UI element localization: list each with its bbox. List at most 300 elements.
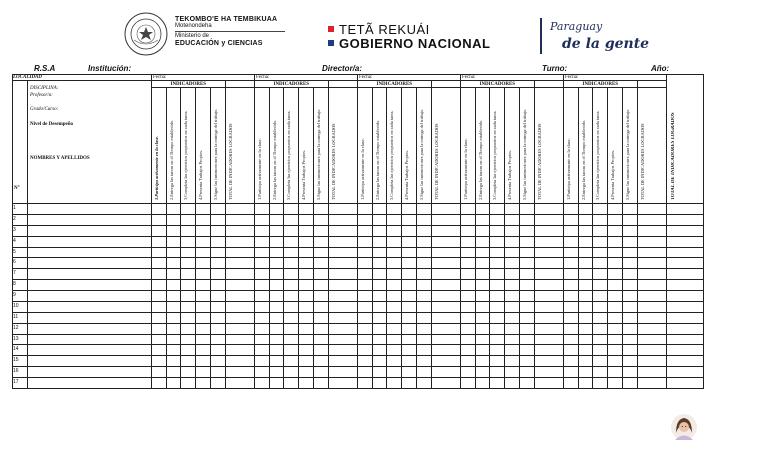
score-cell[interactable]: [181, 302, 196, 313]
score-cell[interactable]: [417, 313, 432, 324]
score-cell[interactable]: [373, 269, 388, 280]
score-cell[interactable]: [623, 269, 638, 280]
score-cell[interactable]: [432, 258, 461, 269]
student-name-cell[interactable]: [28, 237, 152, 248]
score-cell[interactable]: [593, 258, 608, 269]
score-cell[interactable]: [608, 248, 623, 259]
score-cell[interactable]: [638, 335, 667, 346]
score-cell[interactable]: [579, 324, 594, 335]
score-cell[interactable]: [638, 378, 667, 389]
score-cell[interactable]: [387, 248, 402, 259]
score-cell[interactable]: [417, 378, 432, 389]
score-cell[interactable]: [387, 367, 402, 378]
score-cell[interactable]: [564, 226, 579, 237]
score-cell[interactable]: [402, 313, 417, 324]
score-cell[interactable]: [387, 302, 402, 313]
score-cell[interactable]: [505, 378, 520, 389]
score-cell[interactable]: [579, 291, 594, 302]
score-cell[interactable]: [579, 226, 594, 237]
student-name-cell[interactable]: [28, 291, 152, 302]
score-cell[interactable]: [314, 324, 329, 335]
score-cell[interactable]: [358, 215, 373, 226]
score-cell[interactable]: [608, 335, 623, 346]
score-cell[interactable]: [211, 269, 226, 280]
score-cell[interactable]: [358, 237, 373, 248]
score-cell[interactable]: [461, 291, 476, 302]
score-cell[interactable]: [255, 226, 270, 237]
score-cell[interactable]: [638, 302, 667, 313]
score-cell[interactable]: [535, 269, 564, 280]
score-cell[interactable]: [284, 356, 299, 367]
score-cell[interactable]: [593, 269, 608, 280]
score-cell[interactable]: [314, 215, 329, 226]
student-name-cell[interactable]: [28, 248, 152, 259]
score-cell[interactable]: [152, 269, 167, 280]
score-cell[interactable]: [638, 313, 667, 324]
score-cell[interactable]: [181, 237, 196, 248]
score-cell[interactable]: [593, 215, 608, 226]
score-cell[interactable]: [152, 215, 167, 226]
score-cell[interactable]: [387, 204, 402, 215]
score-cell[interactable]: [152, 204, 167, 215]
score-cell[interactable]: [579, 302, 594, 313]
score-cell[interactable]: [299, 367, 314, 378]
score-cell[interactable]: [432, 345, 461, 356]
score-cell[interactable]: [579, 215, 594, 226]
score-cell[interactable]: [226, 248, 255, 259]
score-cell[interactable]: [181, 367, 196, 378]
score-cell[interactable]: [505, 356, 520, 367]
score-cell[interactable]: [593, 378, 608, 389]
score-cell[interactable]: [284, 258, 299, 269]
score-cell[interactable]: [402, 324, 417, 335]
score-cell[interactable]: [417, 226, 432, 237]
score-cell[interactable]: [373, 345, 388, 356]
score-cell[interactable]: [461, 269, 476, 280]
score-cell[interactable]: [329, 356, 358, 367]
score-cell[interactable]: [505, 237, 520, 248]
score-cell[interactable]: [329, 204, 358, 215]
score-cell[interactable]: [579, 335, 594, 346]
score-cell[interactable]: [299, 335, 314, 346]
score-cell[interactable]: [579, 248, 594, 259]
score-cell[interactable]: [623, 356, 638, 367]
score-cell[interactable]: [329, 367, 358, 378]
score-cell[interactable]: [564, 258, 579, 269]
score-cell[interactable]: [358, 302, 373, 313]
score-cell[interactable]: [535, 356, 564, 367]
score-cell[interactable]: [211, 356, 226, 367]
score-cell[interactable]: [270, 302, 285, 313]
score-cell[interactable]: [255, 215, 270, 226]
score-cell[interactable]: [535, 335, 564, 346]
score-cell[interactable]: [564, 378, 579, 389]
score-cell[interactable]: [535, 237, 564, 248]
score-cell[interactable]: [358, 324, 373, 335]
score-cell[interactable]: [638, 215, 667, 226]
score-cell[interactable]: [520, 237, 535, 248]
score-cell[interactable]: [476, 215, 491, 226]
score-cell[interactable]: [167, 269, 182, 280]
score-cell[interactable]: [181, 215, 196, 226]
score-cell[interactable]: [505, 335, 520, 346]
score-cell[interactable]: [329, 324, 358, 335]
score-cell[interactable]: [211, 378, 226, 389]
score-cell[interactable]: [623, 215, 638, 226]
score-cell[interactable]: [358, 226, 373, 237]
score-cell[interactable]: [358, 248, 373, 259]
score-cell[interactable]: [196, 269, 211, 280]
score-cell[interactable]: [314, 291, 329, 302]
score-cell[interactable]: [432, 226, 461, 237]
score-cell[interactable]: [417, 215, 432, 226]
score-cell[interactable]: [299, 324, 314, 335]
score-cell[interactable]: [270, 248, 285, 259]
score-cell[interactable]: [476, 324, 491, 335]
score-cell[interactable]: [461, 345, 476, 356]
score-cell[interactable]: [461, 248, 476, 259]
score-cell[interactable]: [299, 269, 314, 280]
score-cell[interactable]: [505, 291, 520, 302]
score-cell[interactable]: [505, 313, 520, 324]
score-cell[interactable]: [623, 335, 638, 346]
score-cell[interactable]: [432, 378, 461, 389]
score-cell[interactable]: [593, 367, 608, 378]
score-cell[interactable]: [387, 291, 402, 302]
score-cell[interactable]: [623, 291, 638, 302]
score-cell[interactable]: [167, 324, 182, 335]
score-cell[interactable]: [211, 237, 226, 248]
score-cell[interactable]: [579, 258, 594, 269]
score-cell[interactable]: [299, 302, 314, 313]
score-cell[interactable]: [476, 237, 491, 248]
score-cell[interactable]: [299, 258, 314, 269]
score-cell[interactable]: [593, 280, 608, 291]
score-cell[interactable]: [181, 324, 196, 335]
score-cell[interactable]: [593, 356, 608, 367]
score-cell[interactable]: [476, 248, 491, 259]
score-cell[interactable]: [476, 269, 491, 280]
score-cell[interactable]: [270, 204, 285, 215]
score-cell[interactable]: [505, 302, 520, 313]
score-cell[interactable]: [432, 313, 461, 324]
score-cell[interactable]: [432, 356, 461, 367]
score-cell[interactable]: [432, 291, 461, 302]
score-cell[interactable]: [520, 335, 535, 346]
score-cell[interactable]: [417, 258, 432, 269]
grand-total-score-cell[interactable]: [667, 324, 704, 335]
score-cell[interactable]: [373, 324, 388, 335]
score-cell[interactable]: [167, 335, 182, 346]
score-cell[interactable]: [387, 215, 402, 226]
score-cell[interactable]: [608, 324, 623, 335]
score-cell[interactable]: [402, 367, 417, 378]
score-cell[interactable]: [314, 237, 329, 248]
score-cell[interactable]: [535, 345, 564, 356]
score-cell[interactable]: [593, 302, 608, 313]
score-cell[interactable]: [255, 280, 270, 291]
score-cell[interactable]: [255, 291, 270, 302]
score-cell[interactable]: [358, 367, 373, 378]
score-cell[interactable]: [211, 248, 226, 259]
score-cell[interactable]: [476, 302, 491, 313]
score-cell[interactable]: [181, 356, 196, 367]
score-cell[interactable]: [314, 204, 329, 215]
score-cell[interactable]: [299, 313, 314, 324]
score-cell[interactable]: [373, 226, 388, 237]
score-cell[interactable]: [314, 302, 329, 313]
score-cell[interactable]: [270, 258, 285, 269]
score-cell[interactable]: [152, 248, 167, 259]
score-cell[interactable]: [329, 258, 358, 269]
score-cell[interactable]: [564, 204, 579, 215]
score-cell[interactable]: [490, 291, 505, 302]
score-cell[interactable]: [270, 367, 285, 378]
score-cell[interactable]: [387, 345, 402, 356]
score-cell[interactable]: [490, 356, 505, 367]
score-cell[interactable]: [402, 335, 417, 346]
score-cell[interactable]: [299, 378, 314, 389]
score-cell[interactable]: [226, 269, 255, 280]
score-cell[interactable]: [432, 335, 461, 346]
score-cell[interactable]: [284, 345, 299, 356]
score-cell[interactable]: [623, 324, 638, 335]
score-cell[interactable]: [638, 204, 667, 215]
score-cell[interactable]: [476, 291, 491, 302]
score-cell[interactable]: [490, 237, 505, 248]
score-cell[interactable]: [461, 367, 476, 378]
score-cell[interactable]: [152, 356, 167, 367]
score-cell[interactable]: [623, 248, 638, 259]
score-cell[interactable]: [226, 302, 255, 313]
score-cell[interactable]: [608, 345, 623, 356]
score-cell[interactable]: [373, 291, 388, 302]
score-cell[interactable]: [417, 356, 432, 367]
score-cell[interactable]: [608, 258, 623, 269]
grand-total-score-cell[interactable]: [667, 335, 704, 346]
score-cell[interactable]: [432, 367, 461, 378]
score-cell[interactable]: [373, 302, 388, 313]
score-cell[interactable]: [329, 237, 358, 248]
score-cell[interactable]: [181, 291, 196, 302]
score-cell[interactable]: [579, 280, 594, 291]
score-cell[interactable]: [476, 345, 491, 356]
score-cell[interactable]: [181, 335, 196, 346]
score-cell[interactable]: [564, 367, 579, 378]
score-cell[interactable]: [564, 237, 579, 248]
score-cell[interactable]: [490, 302, 505, 313]
score-cell[interactable]: [167, 378, 182, 389]
score-cell[interactable]: [387, 226, 402, 237]
student-name-cell[interactable]: [28, 269, 152, 280]
score-cell[interactable]: [402, 204, 417, 215]
score-cell[interactable]: [638, 237, 667, 248]
score-cell[interactable]: [167, 215, 182, 226]
score-cell[interactable]: [270, 291, 285, 302]
score-cell[interactable]: [535, 258, 564, 269]
score-cell[interactable]: [373, 378, 388, 389]
score-cell[interactable]: [579, 378, 594, 389]
score-cell[interactable]: [520, 280, 535, 291]
score-cell[interactable]: [520, 215, 535, 226]
student-name-cell[interactable]: [28, 367, 152, 378]
score-cell[interactable]: [270, 378, 285, 389]
score-cell[interactable]: [226, 258, 255, 269]
score-cell[interactable]: [476, 367, 491, 378]
score-cell[interactable]: [608, 356, 623, 367]
grand-total-score-cell[interactable]: [667, 291, 704, 302]
score-cell[interactable]: [358, 345, 373, 356]
score-cell[interactable]: [402, 215, 417, 226]
score-cell[interactable]: [211, 215, 226, 226]
score-cell[interactable]: [623, 237, 638, 248]
score-cell[interactable]: [593, 345, 608, 356]
score-cell[interactable]: [387, 378, 402, 389]
score-cell[interactable]: [505, 226, 520, 237]
score-cell[interactable]: [226, 345, 255, 356]
score-cell[interactable]: [255, 356, 270, 367]
score-cell[interactable]: [284, 215, 299, 226]
score-cell[interactable]: [593, 204, 608, 215]
grand-total-score-cell[interactable]: [667, 367, 704, 378]
score-cell[interactable]: [490, 335, 505, 346]
score-cell[interactable]: [196, 237, 211, 248]
score-cell[interactable]: [564, 345, 579, 356]
score-cell[interactable]: [461, 335, 476, 346]
student-name-cell[interactable]: [28, 226, 152, 237]
score-cell[interactable]: [211, 367, 226, 378]
score-cell[interactable]: [535, 367, 564, 378]
score-cell[interactable]: [490, 248, 505, 259]
score-cell[interactable]: [284, 248, 299, 259]
score-cell[interactable]: [329, 269, 358, 280]
score-cell[interactable]: [387, 335, 402, 346]
score-cell[interactable]: [490, 345, 505, 356]
score-cell[interactable]: [181, 226, 196, 237]
score-cell[interactable]: [564, 324, 579, 335]
score-cell[interactable]: [226, 226, 255, 237]
grand-total-score-cell[interactable]: [667, 215, 704, 226]
score-cell[interactable]: [461, 204, 476, 215]
score-cell[interactable]: [490, 269, 505, 280]
score-cell[interactable]: [329, 313, 358, 324]
score-cell[interactable]: [520, 302, 535, 313]
score-cell[interactable]: [152, 324, 167, 335]
score-cell[interactable]: [535, 313, 564, 324]
score-cell[interactable]: [579, 313, 594, 324]
score-cell[interactable]: [314, 280, 329, 291]
score-cell[interactable]: [461, 226, 476, 237]
score-cell[interactable]: [226, 215, 255, 226]
score-cell[interactable]: [461, 302, 476, 313]
score-cell[interactable]: [270, 335, 285, 346]
score-cell[interactable]: [196, 215, 211, 226]
score-cell[interactable]: [181, 313, 196, 324]
score-cell[interactable]: [490, 378, 505, 389]
score-cell[interactable]: [505, 248, 520, 259]
grand-total-score-cell[interactable]: [667, 269, 704, 280]
score-cell[interactable]: [373, 335, 388, 346]
grand-total-score-cell[interactable]: [667, 313, 704, 324]
score-cell[interactable]: [638, 258, 667, 269]
score-cell[interactable]: [373, 248, 388, 259]
score-cell[interactable]: [520, 226, 535, 237]
score-cell[interactable]: [152, 226, 167, 237]
score-cell[interactable]: [432, 269, 461, 280]
score-cell[interactable]: [638, 324, 667, 335]
score-cell[interactable]: [535, 226, 564, 237]
score-cell[interactable]: [284, 302, 299, 313]
score-cell[interactable]: [329, 302, 358, 313]
score-cell[interactable]: [593, 313, 608, 324]
score-cell[interactable]: [358, 356, 373, 367]
score-cell[interactable]: [535, 324, 564, 335]
student-name-cell[interactable]: [28, 313, 152, 324]
score-cell[interactable]: [579, 204, 594, 215]
score-cell[interactable]: [608, 237, 623, 248]
score-cell[interactable]: [181, 248, 196, 259]
score-cell[interactable]: [520, 258, 535, 269]
score-cell[interactable]: [490, 226, 505, 237]
score-cell[interactable]: [196, 335, 211, 346]
score-cell[interactable]: [284, 291, 299, 302]
score-cell[interactable]: [461, 280, 476, 291]
score-cell[interactable]: [211, 291, 226, 302]
score-cell[interactable]: [358, 378, 373, 389]
score-cell[interactable]: [167, 226, 182, 237]
score-cell[interactable]: [387, 258, 402, 269]
score-cell[interactable]: [520, 291, 535, 302]
score-cell[interactable]: [255, 269, 270, 280]
score-cell[interactable]: [623, 204, 638, 215]
grand-total-score-cell[interactable]: [667, 226, 704, 237]
grand-total-score-cell[interactable]: [667, 204, 704, 215]
score-cell[interactable]: [196, 248, 211, 259]
score-cell[interactable]: [535, 302, 564, 313]
score-cell[interactable]: [638, 226, 667, 237]
score-cell[interactable]: [564, 302, 579, 313]
score-cell[interactable]: [299, 291, 314, 302]
score-cell[interactable]: [387, 324, 402, 335]
score-cell[interactable]: [593, 237, 608, 248]
score-cell[interactable]: [490, 204, 505, 215]
score-cell[interactable]: [535, 248, 564, 259]
score-cell[interactable]: [284, 367, 299, 378]
score-cell[interactable]: [417, 291, 432, 302]
score-cell[interactable]: [476, 313, 491, 324]
score-cell[interactable]: [505, 258, 520, 269]
score-cell[interactable]: [226, 356, 255, 367]
score-cell[interactable]: [505, 204, 520, 215]
score-cell[interactable]: [564, 356, 579, 367]
score-cell[interactable]: [226, 335, 255, 346]
score-cell[interactable]: [476, 378, 491, 389]
score-cell[interactable]: [152, 345, 167, 356]
score-cell[interactable]: [255, 258, 270, 269]
score-cell[interactable]: [387, 313, 402, 324]
score-cell[interactable]: [402, 345, 417, 356]
score-cell[interactable]: [152, 313, 167, 324]
score-cell[interactable]: [270, 280, 285, 291]
score-cell[interactable]: [255, 367, 270, 378]
score-cell[interactable]: [623, 258, 638, 269]
score-cell[interactable]: [505, 280, 520, 291]
score-cell[interactable]: [476, 335, 491, 346]
score-cell[interactable]: [255, 378, 270, 389]
score-cell[interactable]: [520, 204, 535, 215]
score-cell[interactable]: [505, 345, 520, 356]
score-cell[interactable]: [314, 345, 329, 356]
